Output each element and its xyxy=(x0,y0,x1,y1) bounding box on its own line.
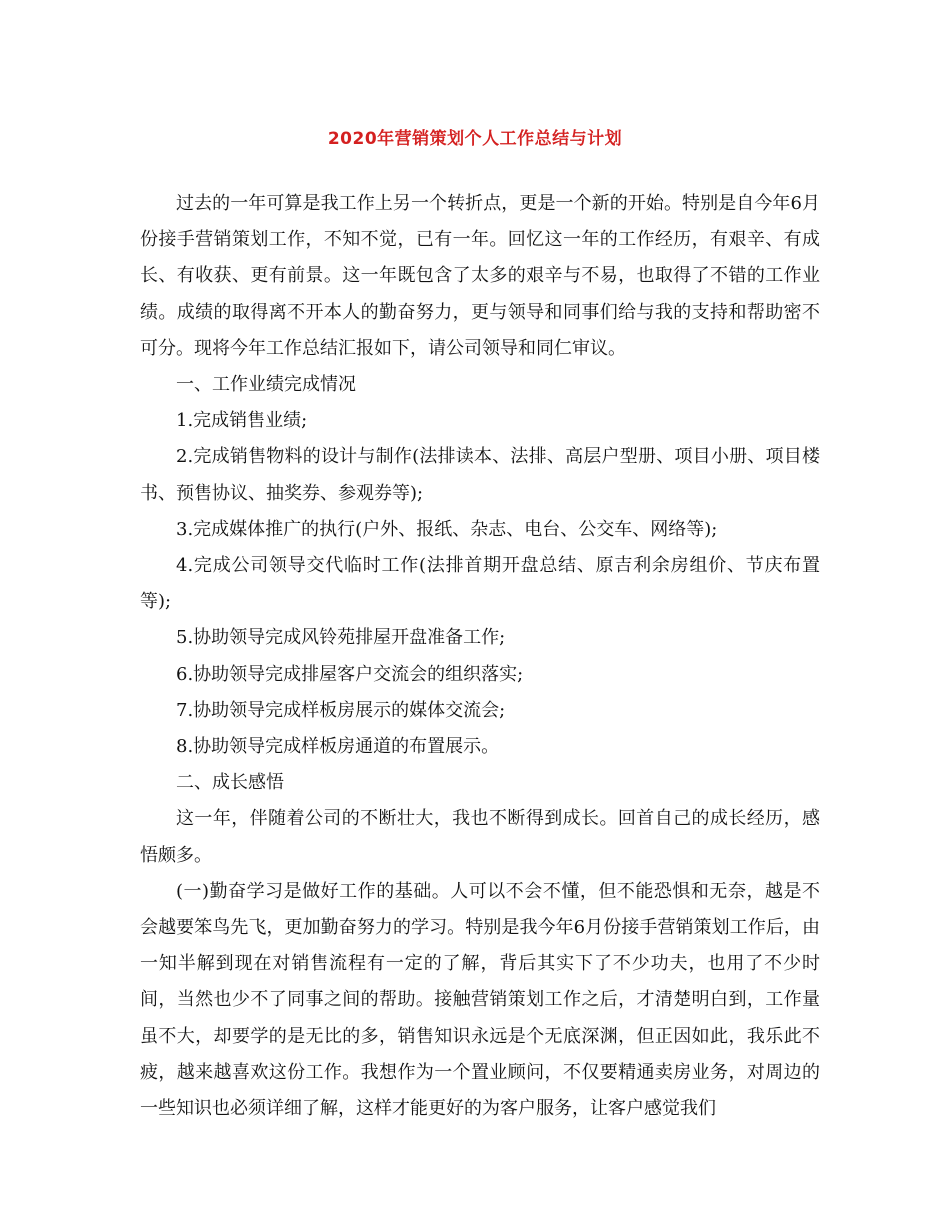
list-item: 2.完成销售物料的设计与制作(法排读本、法排、高层户型册、项目小册、项目楼书、预售协议、抽奖券、参观券等); xyxy=(140,446,820,504)
body-paragraph: (一)勤奋学习是做好工作的基础。人可以不会不懂，但不能恐惧和无奈，越是不会越要笨鸟先飞，更加勤奋努力的学习。特别是我今年6月份接手营销策划工作后，由一知半解到现在对销售流程有一定的了解，背后其实下了不少功夫，也用了不少时间，当然也少不了同事之间的帮助。接触营销策划工作之后，才清楚明白到，工作量虽不大，却要学的是无比的多，销售知识永远是个无底深渊，但正因如此，我乐此不疲，越来越喜欢这份工作。我想作为一个置业顾问，不仅要精通卖房业务，对周边的一些知识也必须详细了解，这样才能更好的为客户服务，让客户感觉我们 xyxy=(140,880,820,1120)
list-item: 6.协助领导完成排屋客户交流会的组织落实; xyxy=(176,663,524,685)
document-body xyxy=(140,186,820,1127)
list-item: 5.协助领导完成风铃苑排屋开盘准备工作; xyxy=(176,627,506,649)
list-item: 7.协助领导完成样板房展示的媒体交流会; xyxy=(176,699,506,721)
list-item: 1.完成销售业绩; xyxy=(176,410,308,432)
section-heading-achievements: 一、工作业绩完成情况 xyxy=(176,374,356,396)
section-heading-growth: 二、成长感悟 xyxy=(176,772,284,794)
list-item: 8.协助领导完成样板房通道的布置展示。 xyxy=(176,736,500,758)
list-item: 3.完成媒体推广的执行(户外、报纸、杂志、电台、公交车、网络等); xyxy=(176,518,718,540)
intro-paragraph: 过去的一年可算是我工作上另一个转折点，更是一个新的开始。特别是自今年6月份接手营销策划工作，不知不觉，已有一年。回忆这一年的工作经历，有艰辛、有成长、有收获、更有前景。这一年既包含了太多的艰辛与不易，也取得了不错的工作业绩。成绩的取得离不开本人的勤奋努力，更与领导和同事们给与我的支持和帮助密不可分。现将今年工作总结汇报如下，请公司领导和同仁审议。 xyxy=(140,193,820,359)
document-title: 2020年营销策划个人工作总结与计划 xyxy=(327,129,623,149)
body-paragraph: 这一年，伴随着公司的不断壮大，我也不断得到成长。回首自己的成长经历，感悟颇多。 xyxy=(140,808,820,866)
list-item: 4.完成公司领导交代临时工作(法排首期开盘总结、原吉利余房组价、节庆布置等); xyxy=(140,555,820,613)
